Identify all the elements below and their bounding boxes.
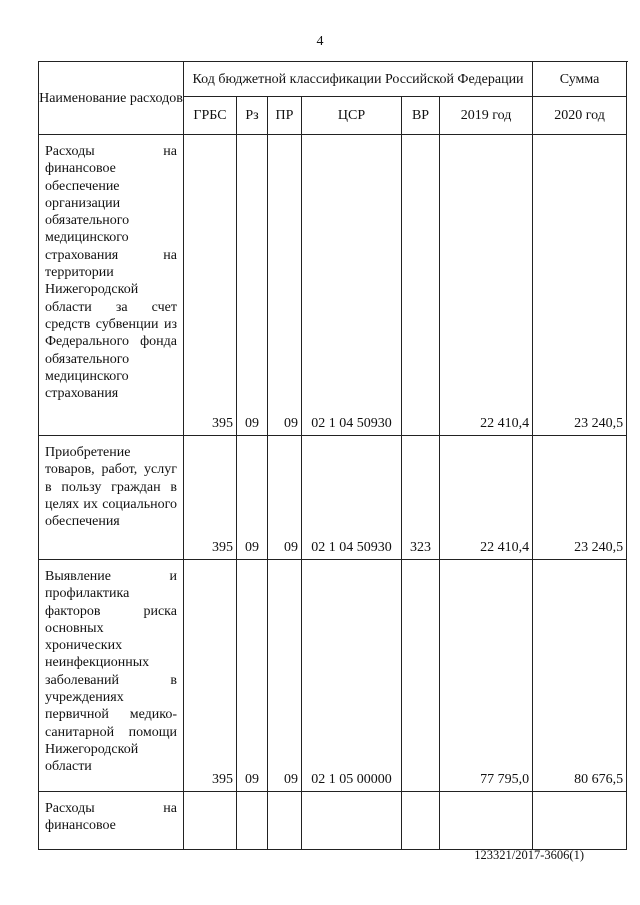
header-2019: 2019 год	[440, 97, 533, 135]
table-row	[39, 792, 627, 850]
cell-2019: 22 410,4	[440, 135, 533, 436]
document-code: 123321/2017-3606(1)	[474, 848, 584, 862]
header-rz: Рз	[237, 97, 268, 135]
header-vr: ВР	[402, 97, 440, 135]
budget-table	[38, 61, 627, 850]
cell-grbs: 395	[184, 436, 237, 560]
header-name-column: Наименование расходов	[39, 62, 184, 135]
cell-grbs: 395	[184, 135, 237, 436]
cell-csr: 02 1 05 00000	[302, 560, 402, 792]
cell-rz	[237, 792, 268, 850]
row-name: Расходы на финансовое	[39, 792, 184, 850]
cell-grbs: 395	[184, 560, 237, 792]
cell-rz: 09	[237, 135, 268, 436]
header-2020: 2020 год	[533, 97, 627, 135]
cell-pr: 09	[268, 135, 302, 436]
page-number: 4	[316, 34, 324, 49]
cell-pr	[268, 792, 302, 850]
cell-rz: 09	[237, 560, 268, 792]
table-row	[39, 135, 627, 436]
header-grbs: ГРБС	[184, 97, 237, 135]
cell-2020	[533, 792, 627, 850]
row-name: Приобретение товаров, работ, услуг в пользу граждан в целях их социального обеспечения	[39, 436, 184, 560]
cell-vr	[402, 560, 440, 792]
cell-2019: 77 795,0	[440, 560, 533, 792]
cell-2019: 22 410,4	[440, 436, 533, 560]
header-code-group: Код бюджетной классификации Российской Федерации	[184, 62, 533, 97]
cell-pr: 09	[268, 560, 302, 792]
cell-csr: 02 1 04 50930	[302, 135, 402, 436]
cell-vr: 323	[402, 436, 440, 560]
cell-rz: 09	[237, 436, 268, 560]
header-pr: ПР	[268, 97, 302, 135]
cell-2020: 23 240,5	[533, 436, 627, 560]
cell-pr: 09	[268, 436, 302, 560]
cell-vr	[402, 792, 440, 850]
row-name: Выявление и профилактика факторов риска основных хронических неинфекционных заболеваний в учреждениях первичной медико-санитарной помощи Нижегородской области	[39, 560, 184, 792]
header-sum-group: Сумма	[533, 62, 627, 97]
cell-vr	[402, 135, 440, 436]
cell-csr: 02 1 04 50930	[302, 436, 402, 560]
cell-2020: 23 240,5	[533, 135, 627, 436]
header-csr: ЦСР	[302, 97, 402, 135]
table-row	[39, 560, 627, 792]
cell-2019	[440, 792, 533, 850]
cell-2020: 80 676,5	[533, 560, 627, 792]
row-name: Расходы на финансовое обеспечение организации обязательного медицинского страхования на территории Нижегородской области за счет средств субвенции из Федерального фонда обязательного медицинского страхования	[39, 135, 184, 436]
cell-grbs	[184, 792, 237, 850]
cell-csr	[302, 792, 402, 850]
table-row	[39, 436, 627, 560]
